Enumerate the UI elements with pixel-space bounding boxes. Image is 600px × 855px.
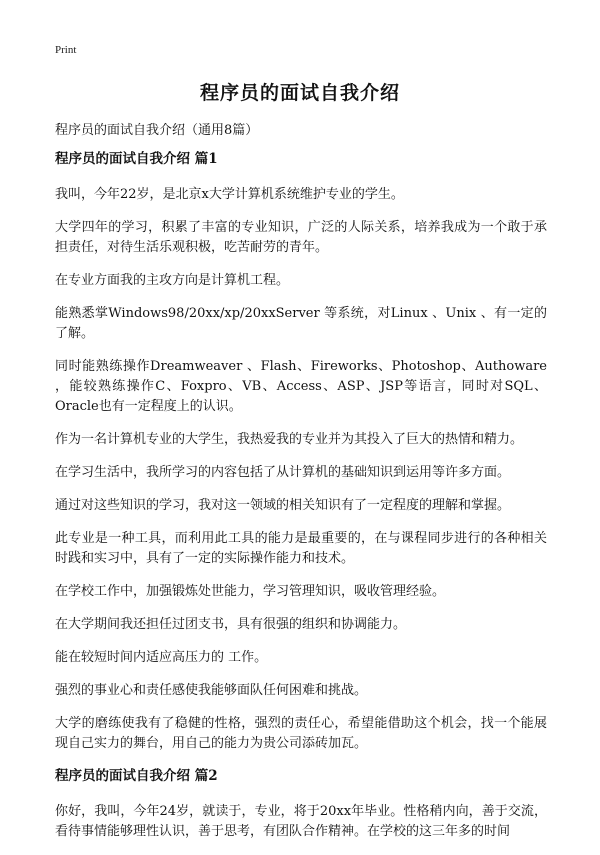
paragraph: 在学习生活中，我所学习的内容包括了从计算机的基础知识到运用等许多方面。 <box>55 465 511 480</box>
section-heading-2: 程序员的面试自我介绍 篇2 <box>55 768 218 784</box>
paragraph: 在专业方面我的主攻方向是计算机工程。 <box>55 273 290 288</box>
paragraph: 能在较短时间内适应高压力的 工作。 <box>55 650 268 665</box>
paragraph: 作为一名计算机专业的大学生，我热爱我的专业并为其投入了巨大的热情和精力。 <box>55 432 524 447</box>
paragraph: 强烈的事业心和责任感使我能够面队任何困难和挑战。 <box>55 683 368 698</box>
paragraph: 你好，我叫，今年24岁，就读于，专业，将于20xx年毕业。性格稍内向，善于交流，看待事情能够理性认识，善于思考，有团队合作精神。在学校的这三年多的时间 <box>55 804 547 839</box>
paragraph: 在大学期间我还担任过团支书，具有很强的组织和协调能力。 <box>55 617 407 632</box>
document-title: 程序员的面试自我介绍 <box>199 82 400 104</box>
section-heading-1: 程序员的面试自我介绍 篇1 <box>55 151 218 167</box>
paragraph: 此专业是一种工具，而利用此工具的能力是最重要的，在与课程同步进行的各种相关时践和实习中，具有了一定的实际操作能力和技术。 <box>55 531 547 566</box>
paragraph: 能熟悉掌Windows98/20xx/xp/20xxServer 等系统，对Linux 、Unix 、有一定的了解。 <box>55 306 547 341</box>
paragraph: 我叫，今年22岁，是北京x大学计算机系统维护专业的学生。 <box>55 187 404 202</box>
document-body <box>55 150 547 855</box>
paragraph: 在学校工作中，加强锻炼处世能力，学习管理知识，吸收管理经验。 <box>55 584 446 599</box>
print-link[interactable]: Print <box>55 44 77 56</box>
document-subtitle: 程序员的面试自我介绍（通用8篇） <box>55 123 259 138</box>
paragraph: 通过对这些知识的学习，我对这一领域的相关知识有了一定程度的理解和掌握。 <box>55 498 511 513</box>
paragraph: 大学的磨练使我有了稳健的性格，强烈的责任心，希望能借助这个机会，找一个能展现自己实力的舞台，用自己的能力为贵公司添砖加瓦。 <box>55 716 547 751</box>
paragraph: 大学四年的学习，积累了丰富的专业知识，广泛的人际关系，培养我成为一个敢于承担责任，对待生活乐观积极，吃苦耐劳的青年。 <box>55 220 547 255</box>
paragraph: 同时能熟练操作Dreamweaver 、Flash、Fireworks、Photoshop、Authoware ，能较熟练操作C、Foxpro、VB、Access、ASP、JSP等语言，同时对SQL、Oracle也有一定程度上的认识。 <box>55 359 547 414</box>
